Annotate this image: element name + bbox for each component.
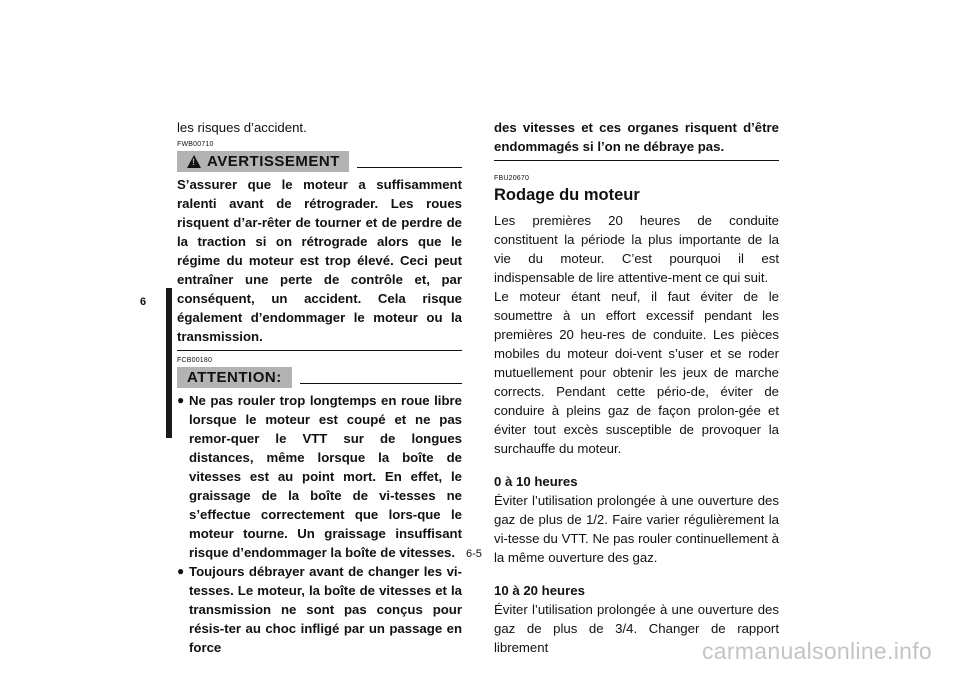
warning-text: S’assurer que le moteur a suffisamment ralenti avant de rétrograder. Les roues risquent d’ar-rêter de tourner et de perdre de la traction si on rétrograde alors que le régime du moteur est trop élevé. Ceci peut entraîner une perte de contrôle et, par conséquent, un accident. Cela risque également d’endommager le moteur ou la transmission. — [177, 177, 462, 344]
paragraph: Éviter l’utilisation prolongée à une ouverture des gaz de plus de 1/2. Faire varier régulièrement la vi-tesse du VTT. Ne pas rouler continuellement à la même ouverture des gaz. — [494, 493, 779, 565]
left-column — [177, 118, 462, 657]
bullet-dot-icon: ● — [177, 393, 185, 407]
warning-code: FWB00710 — [177, 141, 214, 148]
chapter-number: 6 — [140, 296, 147, 308]
warning-rule — [357, 155, 462, 168]
right-column — [494, 118, 779, 657]
attention-code: FCB00180 — [177, 357, 213, 364]
warning-triangle-icon: ! — [187, 155, 201, 168]
chapter-sidebar — [0, 0, 172, 679]
intro-text: les risques d’accident. — [177, 120, 307, 135]
chapter-tab-rule — [132, 288, 172, 438]
watermark: carmanualsonline.info — [701, 638, 932, 664]
attention-bullet — [177, 562, 462, 657]
paragraph: Les premières 20 heures de conduite constituent la période la plus importante de la vie du moteur. C’est pourquoi il est indispensable de lire attentive-ment ce qui suit. — [494, 213, 779, 285]
attention-end-rule — [494, 160, 779, 161]
attention-bullet-text: Toujours débrayer avant de changer les vi-tesses. Le moteur, la boîte de vitesses et la transmission ne sont pas conçus pour résis-ter au choc infligé par un passage en force — [189, 564, 462, 655]
paragraph: Éviter l’utilisation prolongée à une ouverture des gaz de plus de 3/4. Changer de rapport librement — [494, 602, 779, 655]
subheading: 0 à 10 heures — [494, 474, 578, 489]
subheading: 10 à 20 heures — [494, 583, 585, 598]
warning-banner-row — [177, 151, 462, 171]
warning-end-rule — [177, 350, 462, 351]
attention-continuation: des vitesses et ces organes risquent d’être endommagés si l’on ne débraye pas. — [494, 120, 779, 154]
section-code: FBU20670 — [494, 175, 530, 182]
attention-bullet — [177, 391, 462, 562]
page-number: 6-5 — [466, 548, 482, 560]
attention-banner — [177, 367, 292, 388]
warning-banner — [177, 151, 349, 172]
attention-bullet-text: Ne pas rouler trop longtemps en roue libre lorsque le moteur est coupé et ne pas remor-quer le VTT sur de longues distances, même lorsque la boîte de vitesses est au point mort. En effet, le graissage de la boîte de vi-tesses ne s’effectue correctement que lors-que le moteur tourne. Un graissage insuffisant risque d’endommager la boîte de vitesses. — [189, 393, 462, 560]
attention-rule — [300, 371, 462, 384]
warning-label: AVERTISSEMENT — [207, 152, 340, 170]
attention-label: ATTENTION: — [187, 368, 282, 386]
paragraph: Le moteur étant neuf, il faut éviter de le soumettre à un effort excessif pendant les premières 20 heu-res de conduite. Les pièces mobiles du moteur doi-vent s’user et se roder mutuellement pour obtenir les jeux de marche corrects. Pendant cette pério-de, éviter de conduire à pleins gaz de façon prolon-gée et éviter tout excès susceptible de provoquer la surchauffe du moteur. — [494, 289, 779, 456]
bullet-dot-icon: ● — [177, 564, 185, 578]
attention-banner-row — [177, 367, 462, 387]
section-title: Rodage du moteur — [494, 186, 640, 204]
